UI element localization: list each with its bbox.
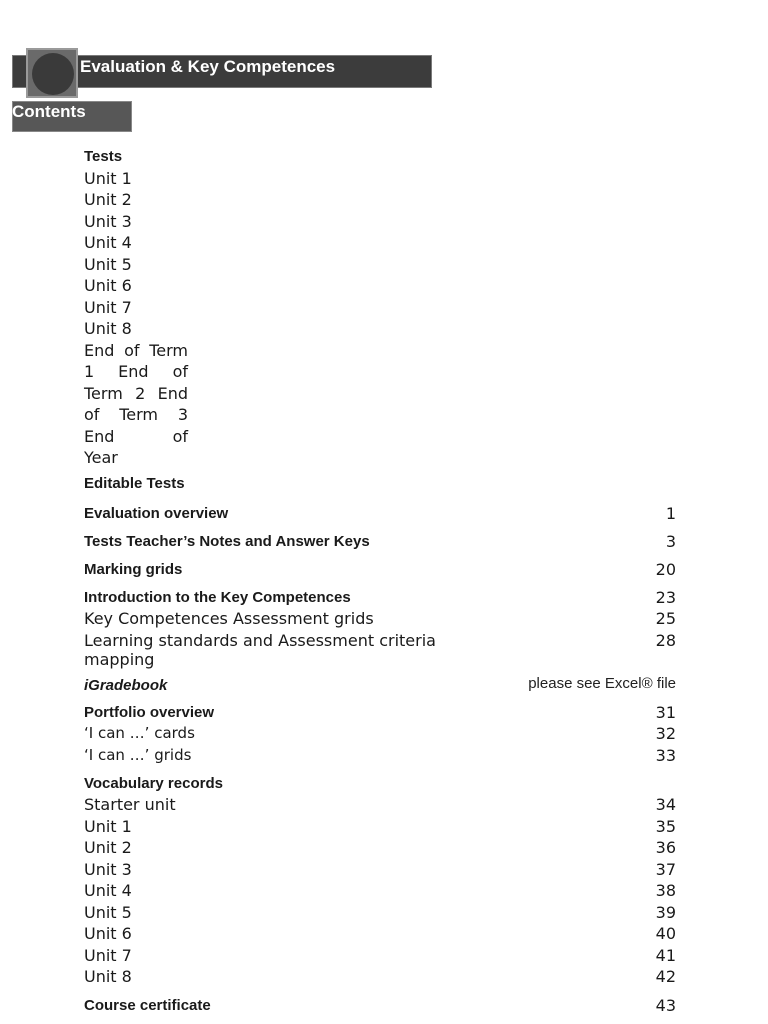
toc-label: Unit 8 xyxy=(84,967,132,986)
toc-label: Marking grids xyxy=(84,561,183,578)
toc-item-test-unit-6: Unit 6 xyxy=(84,276,132,295)
toc-page-number: 40 xyxy=(655,924,676,943)
logo-circle-icon xyxy=(32,53,74,95)
logo xyxy=(26,48,78,98)
toc-page-number: 23 xyxy=(655,588,676,607)
toc-item-test-unit-3: Unit 3 xyxy=(84,212,132,231)
toc-item-end-of-year-line: End of xyxy=(84,427,188,446)
toc-page-number: 37 xyxy=(655,860,676,879)
toc-entry-intro-key-competences xyxy=(84,587,676,607)
toc-page-number: 41 xyxy=(655,946,676,965)
toc-label: Unit 6 xyxy=(84,924,132,943)
toc-entry-teachers-notes xyxy=(84,531,676,551)
toc-entry-vocab-unit-3 xyxy=(84,859,676,880)
toc-item-test-unit-8: Unit 8 xyxy=(84,319,132,338)
toc-item-test-unit-5: Unit 5 xyxy=(84,255,132,274)
toc-entry-portfolio-overview xyxy=(84,702,676,722)
toc-entry-i-can-grids xyxy=(84,745,676,766)
toc-item-end-of-year-line: Year xyxy=(84,448,118,467)
toc-entry-i-can-cards xyxy=(84,723,676,744)
toc-label: Unit 1 xyxy=(84,817,132,836)
toc-page-number: 20 xyxy=(655,560,676,579)
toc-page-number: 3 xyxy=(665,532,676,551)
toc-label: Introduction to the Key Competences xyxy=(84,589,351,606)
toc-entry-vocab-unit-7 xyxy=(84,945,676,966)
toc-label: Unit 7 xyxy=(84,946,132,965)
toc-entry-vocab-unit-1 xyxy=(84,816,676,837)
toc-page-number: 38 xyxy=(655,881,676,900)
toc-entry-vocab-unit-6 xyxy=(84,923,676,944)
toc-page-number: 25 xyxy=(655,609,676,628)
toc-item-test-unit-4: Unit 4 xyxy=(84,233,132,252)
toc-label: Key Competences Assessment grids xyxy=(84,609,374,628)
toc-label: iGradebook xyxy=(84,677,168,694)
toc-label: Evaluation overview xyxy=(84,505,229,522)
toc-heading-vocabulary-records: Vocabulary records xyxy=(84,775,223,792)
toc-label: Unit 3 xyxy=(84,860,132,879)
toc-item-end-of-term-line: End of Term xyxy=(84,341,188,360)
toc-page-number: 43 xyxy=(655,996,676,1015)
toc-entry-vocab-unit-2 xyxy=(84,837,676,858)
toc-entry-marking-grids xyxy=(84,559,676,579)
toc-item-end-of-term-line: 1 End of xyxy=(84,362,188,381)
toc-entry-vocab-starter xyxy=(84,794,676,815)
toc-page-number: 35 xyxy=(655,817,676,836)
page-title: Evaluation & Key Competences xyxy=(80,57,336,76)
toc-entry-vocab-unit-4 xyxy=(84,880,676,901)
toc-heading-editable-tests: Editable Tests xyxy=(84,475,185,492)
toc-label: ‘I can …’ grids xyxy=(84,746,192,764)
toc-page-number: 31 xyxy=(655,703,676,722)
toc-page-number: 28 xyxy=(655,631,676,650)
toc-page-number: 39 xyxy=(655,903,676,922)
toc-label: Course certificate xyxy=(84,997,211,1014)
toc-page-number: 42 xyxy=(655,967,676,986)
toc-entry-igradebook xyxy=(84,675,676,695)
toc-entry-course-certificate xyxy=(84,995,676,1015)
toc-entry-vocab-unit-5 xyxy=(84,902,676,923)
toc-label: ‘I can …’ cards xyxy=(84,724,195,742)
toc-note: please see Excel® file xyxy=(528,675,676,692)
toc-item-test-unit-2: Unit 2 xyxy=(84,190,132,209)
toc-page-number: 1 xyxy=(665,504,676,523)
toc-label: Unit 5 xyxy=(84,903,132,922)
contents-label: Contents xyxy=(12,102,86,121)
toc-label: Learning standards and Assessment criteria xyxy=(84,631,436,650)
toc-entry-kc-assessment-grids xyxy=(84,608,676,629)
toc-item-test-unit-1: Unit 1 xyxy=(84,169,132,188)
toc-entry-vocab-unit-8 xyxy=(84,966,676,987)
toc-heading-tests: Tests xyxy=(84,148,123,165)
toc-item-test-unit-7: Unit 7 xyxy=(84,298,132,317)
toc-label: Unit 4 xyxy=(84,881,132,900)
toc-label: Portfolio overview xyxy=(84,704,215,721)
toc-item-end-of-term-line: of Term 3 xyxy=(84,405,188,424)
toc-label: Starter unit xyxy=(84,795,176,814)
toc-entry-learning-standards xyxy=(84,630,676,670)
toc-page-number: 32 xyxy=(655,724,676,743)
toc-label: Unit 2 xyxy=(84,838,132,857)
toc-entry-evaluation-overview xyxy=(84,503,676,523)
toc-page-number: 33 xyxy=(655,746,676,765)
toc-item-end-of-term-line: Term 2 End xyxy=(84,384,188,403)
toc-page-number: 34 xyxy=(655,795,676,814)
toc-label-continued: mapping xyxy=(84,650,155,669)
toc-page-number: 36 xyxy=(655,838,676,857)
toc-label: Tests Teacher’s Notes and Answer Keys xyxy=(84,533,370,550)
